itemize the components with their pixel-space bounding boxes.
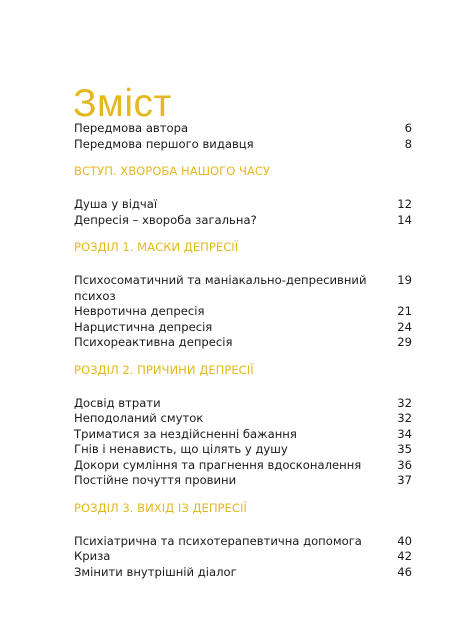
toc-entry-page: 21 [397, 304, 412, 318]
section-heading[interactable]: ВСТУП. ХВОРОБА НАШОГО ЧАСУ [74, 164, 271, 178]
toc-entry-page: 40 [397, 533, 412, 548]
toc-entry-title: Душа у відчаї [74, 197, 158, 211]
toc-entry-page: 32 [397, 411, 412, 425]
toc-entry-title: Передмова автора [74, 121, 189, 135]
toc-entry[interactable] [74, 442, 412, 458]
intro-group [74, 121, 412, 152]
toc-entry[interactable] [74, 335, 412, 351]
toc-entry[interactable] [74, 473, 412, 489]
toc-entry-page: 34 [397, 426, 412, 441]
section-chapter-1 [74, 238, 412, 351]
toc-entry[interactable] [74, 458, 412, 474]
toc-entry-title: Передмова першого видавця [74, 136, 254, 151]
toc-entry-page: 42 [397, 549, 412, 563]
toc-entry-page: 6 [404, 121, 412, 135]
toc-entry-page: 29 [397, 335, 412, 349]
toc-entry-page: 36 [397, 457, 412, 472]
toc-entry[interactable] [74, 320, 412, 336]
toc-entry-page: 37 [397, 473, 412, 487]
page-title: Зміст [73, 82, 172, 126]
toc-entry[interactable] [74, 565, 412, 581]
toc-entry[interactable] [74, 304, 412, 320]
toc-entry-page: 12 [397, 197, 412, 211]
toc-entry-title: Досвід втрати [74, 395, 161, 410]
section-chapter-3 [74, 499, 412, 581]
toc-entry[interactable] [74, 213, 412, 229]
toc-entry[interactable] [74, 137, 412, 153]
toc-entry[interactable] [74, 549, 412, 565]
toc-entry[interactable] [74, 534, 412, 550]
toc-entry-title: Гнів і ненависть, що цілять у душу [74, 442, 288, 456]
toc-entry[interactable] [74, 427, 412, 443]
toc-entry-page: 8 [404, 136, 412, 151]
table-of-contents [74, 121, 412, 590]
toc-entry-page: 46 [397, 564, 412, 579]
toc-entry[interactable] [74, 121, 412, 137]
section-heading[interactable]: РОЗДІЛ 1. МАСКИ ДЕПРЕСІЇ [74, 240, 239, 254]
toc-entry-title: Триматися за нездійсненні бажання [74, 426, 297, 441]
section-intro [74, 162, 412, 228]
toc-entry-page: 24 [397, 319, 412, 334]
toc-entry-title: Психіатрична та психотерапевтична допомога [74, 533, 362, 548]
toc-entry-page: 19 [397, 273, 412, 287]
section-heading[interactable]: РОЗДІЛ 3. ВИХІД ІЗ ДЕПРЕСІЇ [74, 500, 247, 515]
toc-entry-page: 14 [397, 212, 412, 227]
toc-entry[interactable] [74, 411, 412, 427]
toc-entry-title: Психореактивна депресія [74, 335, 233, 349]
toc-entry-title: Депресія – хвороба загальна? [74, 212, 257, 227]
toc-entry-title: Психосоматичний та маніакально-депресивний психоз [74, 273, 367, 303]
toc-entry-title: Неподоланий смуток [74, 411, 204, 425]
toc-entry[interactable] [74, 273, 412, 304]
section-chapter-2 [74, 361, 412, 489]
toc-entry-page: 32 [397, 395, 412, 410]
toc-entry-title: Докори сумління та прагнення вдосконалення [74, 457, 362, 472]
toc-entry-title: Нарцистична депресія [74, 319, 213, 334]
toc-entry-title: Змінити внутрішній діалог [74, 564, 237, 579]
toc-entry-title: Постійне почуття провини [74, 473, 237, 487]
section-heading[interactable]: РОЗДІЛ 2. ПРИЧИНИ ДЕПРЕСІЇ [74, 362, 254, 377]
toc-entry-title: Невротична депресія [74, 304, 205, 318]
toc-entry[interactable] [74, 197, 412, 213]
toc-entry[interactable] [74, 396, 412, 412]
toc-entry-title: Криза [74, 549, 111, 563]
toc-entry-page: 35 [397, 442, 412, 456]
